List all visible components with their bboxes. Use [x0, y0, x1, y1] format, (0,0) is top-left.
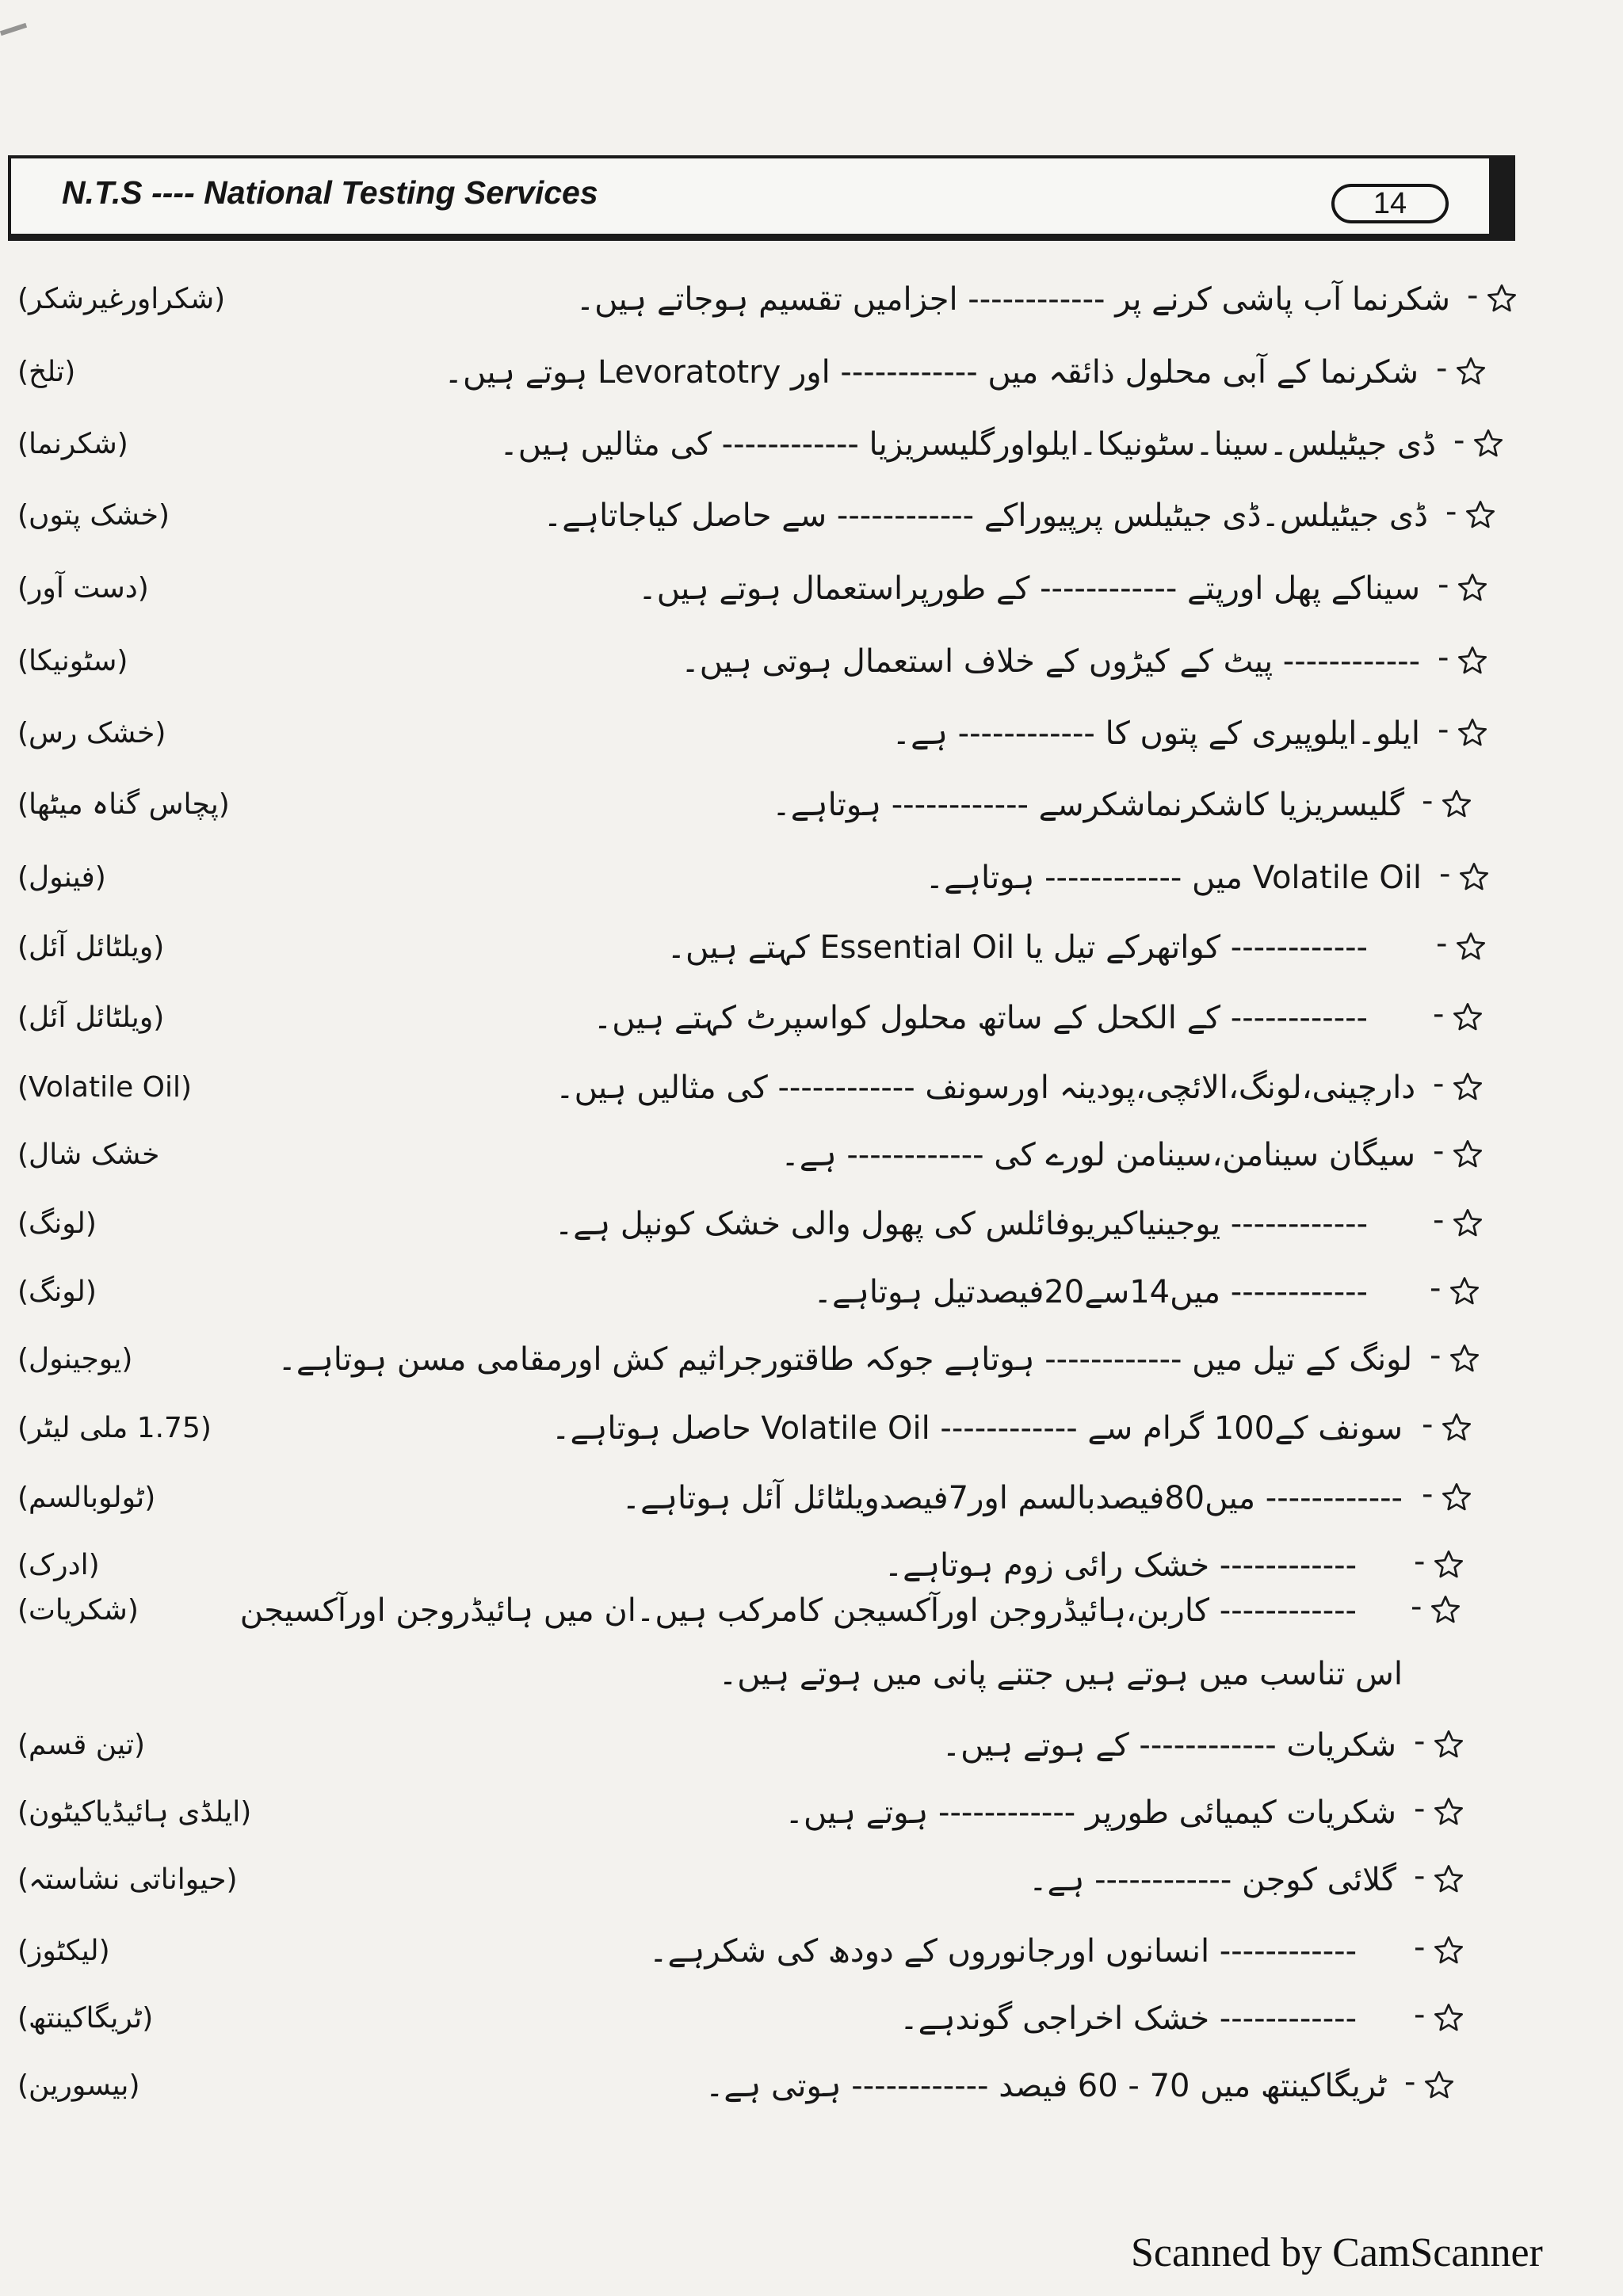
answer-text: (سٹونیکا) [17, 645, 128, 677]
star-bullet-icon [1458, 861, 1490, 893]
question-text: شکرنما آب پاشی کرنے پر ------------ اجزامیں تقسیم ہوجاتے ہیں۔ [575, 281, 1450, 318]
answer-text: (ٹریگاکینتھ) [17, 2002, 154, 2035]
question-text: شکرنما کے آبی محلول ذائقہ میں ------------ اور Levoratotry ہوتے ہیں۔ [444, 354, 1419, 391]
question-row [0, 1723, 1623, 1775]
question-text: Volatile Oil میں ------------ ہوتاہے۔ [925, 860, 1422, 896]
bullet-dash: - [1414, 1929, 1426, 1966]
bullet-dash: - [1422, 1476, 1434, 1512]
question-continuation: اس تناسب میں ہوتے ہیں جتنے پانی میں ہوتے ہیں۔ [718, 1656, 1403, 1692]
question-text: ------------ خشک اخراجی گوندہے۔ [899, 2000, 1357, 2037]
page-header [8, 155, 1515, 241]
question-row [0, 2064, 1623, 2115]
question-text: گلیسریزیا کاشکرنماشکرسے ------------ ہوتاہے۔ [772, 787, 1404, 823]
question-text: ------------ خشک رائی زوم ہوتاہے۔ [884, 1547, 1357, 1584]
answer-text: (شکراورغیرشکر) [17, 283, 226, 315]
scanner-watermark: Scanned by CamScanner [1131, 2230, 1543, 2275]
answer-text: (تلخ) [17, 356, 76, 388]
question-row [0, 711, 1623, 763]
question-row [0, 1589, 1623, 1640]
bullet-dash: - [1438, 566, 1449, 603]
star-bullet-icon [1465, 499, 1496, 531]
question-text: ٹریگاکینتھ میں 70 - 60 فیصد ------------ ہوتی ہے۔ [705, 2068, 1387, 2104]
question-row [0, 1202, 1623, 1253]
star-bullet-icon [1457, 572, 1488, 604]
star-bullet-icon [1455, 931, 1487, 963]
question-row [0, 639, 1623, 691]
bullet-dash: - [1414, 1723, 1426, 1760]
star-bullet-icon [1441, 788, 1472, 820]
question-row [0, 1476, 1623, 1527]
bullet-dash: - [1436, 925, 1448, 962]
answer-text: (بیسورین) [17, 2069, 140, 2102]
star-bullet-icon [1486, 283, 1518, 315]
star-bullet-icon [1449, 1343, 1480, 1375]
star-bullet-icon [1433, 1796, 1465, 1828]
question-row [0, 1406, 1623, 1458]
star-bullet-icon [1433, 2002, 1465, 2034]
answer-text: (Volatile Oil) [17, 1071, 193, 1104]
star-bullet-icon [1457, 717, 1488, 749]
star-bullet-icon [1452, 1071, 1484, 1103]
bullet-dash: - [1445, 494, 1457, 530]
question-text: سیگان سینامن،سینامن لورے کی ------------ ہے۔ [781, 1137, 1415, 1173]
question-text: ایلو۔ایلوپیری کے پتوں کا ------------ ہے۔ [892, 715, 1420, 752]
bullet-dash: - [1430, 1270, 1442, 1306]
question-row [0, 494, 1623, 545]
bullet-dash: - [1430, 1337, 1442, 1374]
star-bullet-icon [1433, 1863, 1465, 1895]
star-bullet-icon [1433, 1549, 1465, 1581]
answer-text: (شکریات) [17, 1594, 139, 1627]
bullet-dash: - [1404, 2064, 1416, 2100]
star-bullet-icon [1457, 645, 1488, 677]
answer-text: (لونگ) [17, 1207, 97, 1240]
answer-text: (خشک پتوں) [17, 499, 170, 532]
star-bullet-icon [1423, 2069, 1455, 2101]
question-row [0, 925, 1623, 977]
header-right-bar [1489, 157, 1513, 236]
bullet-dash: - [1414, 1858, 1426, 1894]
answer-text: خشک شال) [17, 1138, 160, 1171]
answer-text: (لیکٹوز) [17, 1935, 110, 1967]
star-bullet-icon [1449, 1276, 1480, 1307]
answer-text: (فینول) [17, 861, 106, 894]
star-bullet-icon [1441, 1482, 1472, 1513]
question-row [0, 1997, 1623, 2048]
question-row [0, 1543, 1623, 1595]
bullet-dash: - [1433, 1202, 1445, 1238]
answer-text: (ویلٹائل آئل) [17, 931, 165, 963]
question-text: ------------ کاربن،ہائیڈروجن اورآکسیجن کامرکب ہیں۔ان میں ہائیڈروجن اورآکسیجن [239, 1592, 1357, 1629]
answer-text: (ٹولوبالسم) [17, 1482, 156, 1514]
bullet-dash: - [1411, 1589, 1423, 1625]
question-text: ڈی جیٹیلس۔ڈی جیٹیلس پرپیوراکے ------------ سے حاصل کیاجاتاہے۔ [543, 498, 1428, 534]
question-row [0, 277, 1623, 329]
question-text: گلائی کوجن ------------ ہے۔ [1029, 1862, 1396, 1898]
answer-text: (شکرنما) [17, 428, 128, 460]
answer-text: (یوجینول) [17, 1343, 133, 1375]
star-bullet-icon [1472, 428, 1504, 460]
question-text: ------------ کے الکحل کے ساتھ محلول کواسپرٹ کہتے ہیں۔ [593, 1000, 1368, 1036]
question-text: ------------ کواتھرکے تیل یا Essential Oil کہتے ہیں۔ [666, 929, 1368, 966]
bullet-dash: - [1467, 277, 1479, 314]
question-text: شکریات کیمیائی طورپر ------------ ہوتے ہیں۔ [785, 1794, 1396, 1831]
bullet-dash: - [1422, 783, 1434, 819]
page-number-badge: 14 [1331, 184, 1449, 223]
question-row [0, 1337, 1623, 1389]
question-row [0, 1858, 1623, 1909]
bullet-dash: - [1414, 1791, 1426, 1827]
bullet-dash: - [1433, 996, 1445, 1032]
star-bullet-icon [1441, 1412, 1472, 1444]
question-row [0, 996, 1623, 1047]
question-row [0, 1929, 1623, 1981]
bullet-dash: - [1438, 711, 1449, 748]
bullet-dash: - [1438, 639, 1449, 676]
bullet-dash: - [1414, 1997, 1426, 2033]
answer-text: (ادرک) [17, 1549, 100, 1581]
question-text: ------------ انسانوں اورجانوروں کے دودھ کی شکرہے۔ [649, 1933, 1357, 1970]
header-title: N.T.S ---- National Testing Services [62, 174, 598, 211]
question-row [0, 783, 1623, 834]
star-bullet-icon [1430, 1594, 1461, 1626]
question-text: ڈی جیٹیلس۔سینا۔سٹونیکا۔ایلواورگلیسریزیا ------------ کی مثالیں ہیں۔ [499, 426, 1436, 463]
answer-text: (پچاس گناہ میٹھا) [17, 788, 230, 821]
bullet-dash: - [1439, 856, 1451, 892]
answer-text: (حیواناتی نشاستہ) [17, 1863, 238, 1896]
question-text: سیناکے پھل اورپتے ------------ کے طورپراستعمال ہوتے ہیں۔ [638, 570, 1420, 607]
question-row [0, 422, 1623, 474]
star-bullet-icon [1452, 1001, 1484, 1033]
answer-text: (ویلٹائل آئل) [17, 1001, 165, 1034]
bullet-dash: - [1433, 1133, 1445, 1169]
question-row [0, 566, 1623, 618]
question-row [0, 1066, 1623, 1117]
bullet-dash: - [1453, 422, 1465, 459]
answer-text: (1.75 ملی لیٹر) [17, 1412, 212, 1444]
answer-text: (لونگ) [17, 1276, 97, 1308]
question-text: دارچینی،لونگ،الائچی،پودینہ اورسونف ------------ کی مثالیں ہیں۔ [556, 1070, 1415, 1106]
bullet-dash: - [1433, 1066, 1445, 1102]
question-row [0, 1133, 1623, 1184]
question-text: ------------ میں14سے20فیصدتیل ہوتاہے۔ [813, 1274, 1368, 1310]
answer-text: (ایلڈی ہائیڈیاکیٹون) [17, 1796, 252, 1829]
question-row [0, 856, 1623, 907]
bullet-dash: - [1414, 1543, 1426, 1580]
answer-text: (تین قسم) [17, 1729, 146, 1761]
question-row [0, 350, 1623, 402]
star-bullet-icon [1455, 356, 1487, 387]
question-text: لونگ کے تیل میں ------------ ہوتاہے جوکہ طاقتورجراثیم کش اورمقامی مسن ہوتاہے۔ [277, 1341, 1412, 1378]
star-bullet-icon [1433, 1935, 1465, 1966]
question-text: سونف کے100 گرام سے ------------ Volatile Oil حاصل ہوتاہے۔ [552, 1410, 1403, 1447]
answer-text: (دست آور) [17, 572, 149, 605]
star-bullet-icon [1433, 1729, 1465, 1760]
scan-corner-mark [0, 23, 27, 36]
question-row [0, 1791, 1623, 1842]
bullet-dash: - [1436, 350, 1448, 387]
question-row [0, 1270, 1623, 1322]
question-text: ------------ میں80فیصدبالسم اور7فیصدویلٹائل آئل ہوتاہے۔ [621, 1480, 1403, 1516]
answer-text: (خشک رس) [17, 717, 166, 749]
star-bullet-icon [1452, 1138, 1484, 1170]
star-bullet-icon [1452, 1207, 1484, 1239]
bullet-dash: - [1422, 1406, 1434, 1443]
question-text: شکریات ------------ کے ہوتے ہیں۔ [941, 1727, 1396, 1764]
question-text: ------------ پیٹ کے کیڑوں کے خلاف استعمال ہوتی ہیں۔ [681, 643, 1420, 680]
question-text: ------------ یوجینیاکیریوفائلس کی پھول والی خشک کونپل ہے۔ [554, 1206, 1368, 1242]
